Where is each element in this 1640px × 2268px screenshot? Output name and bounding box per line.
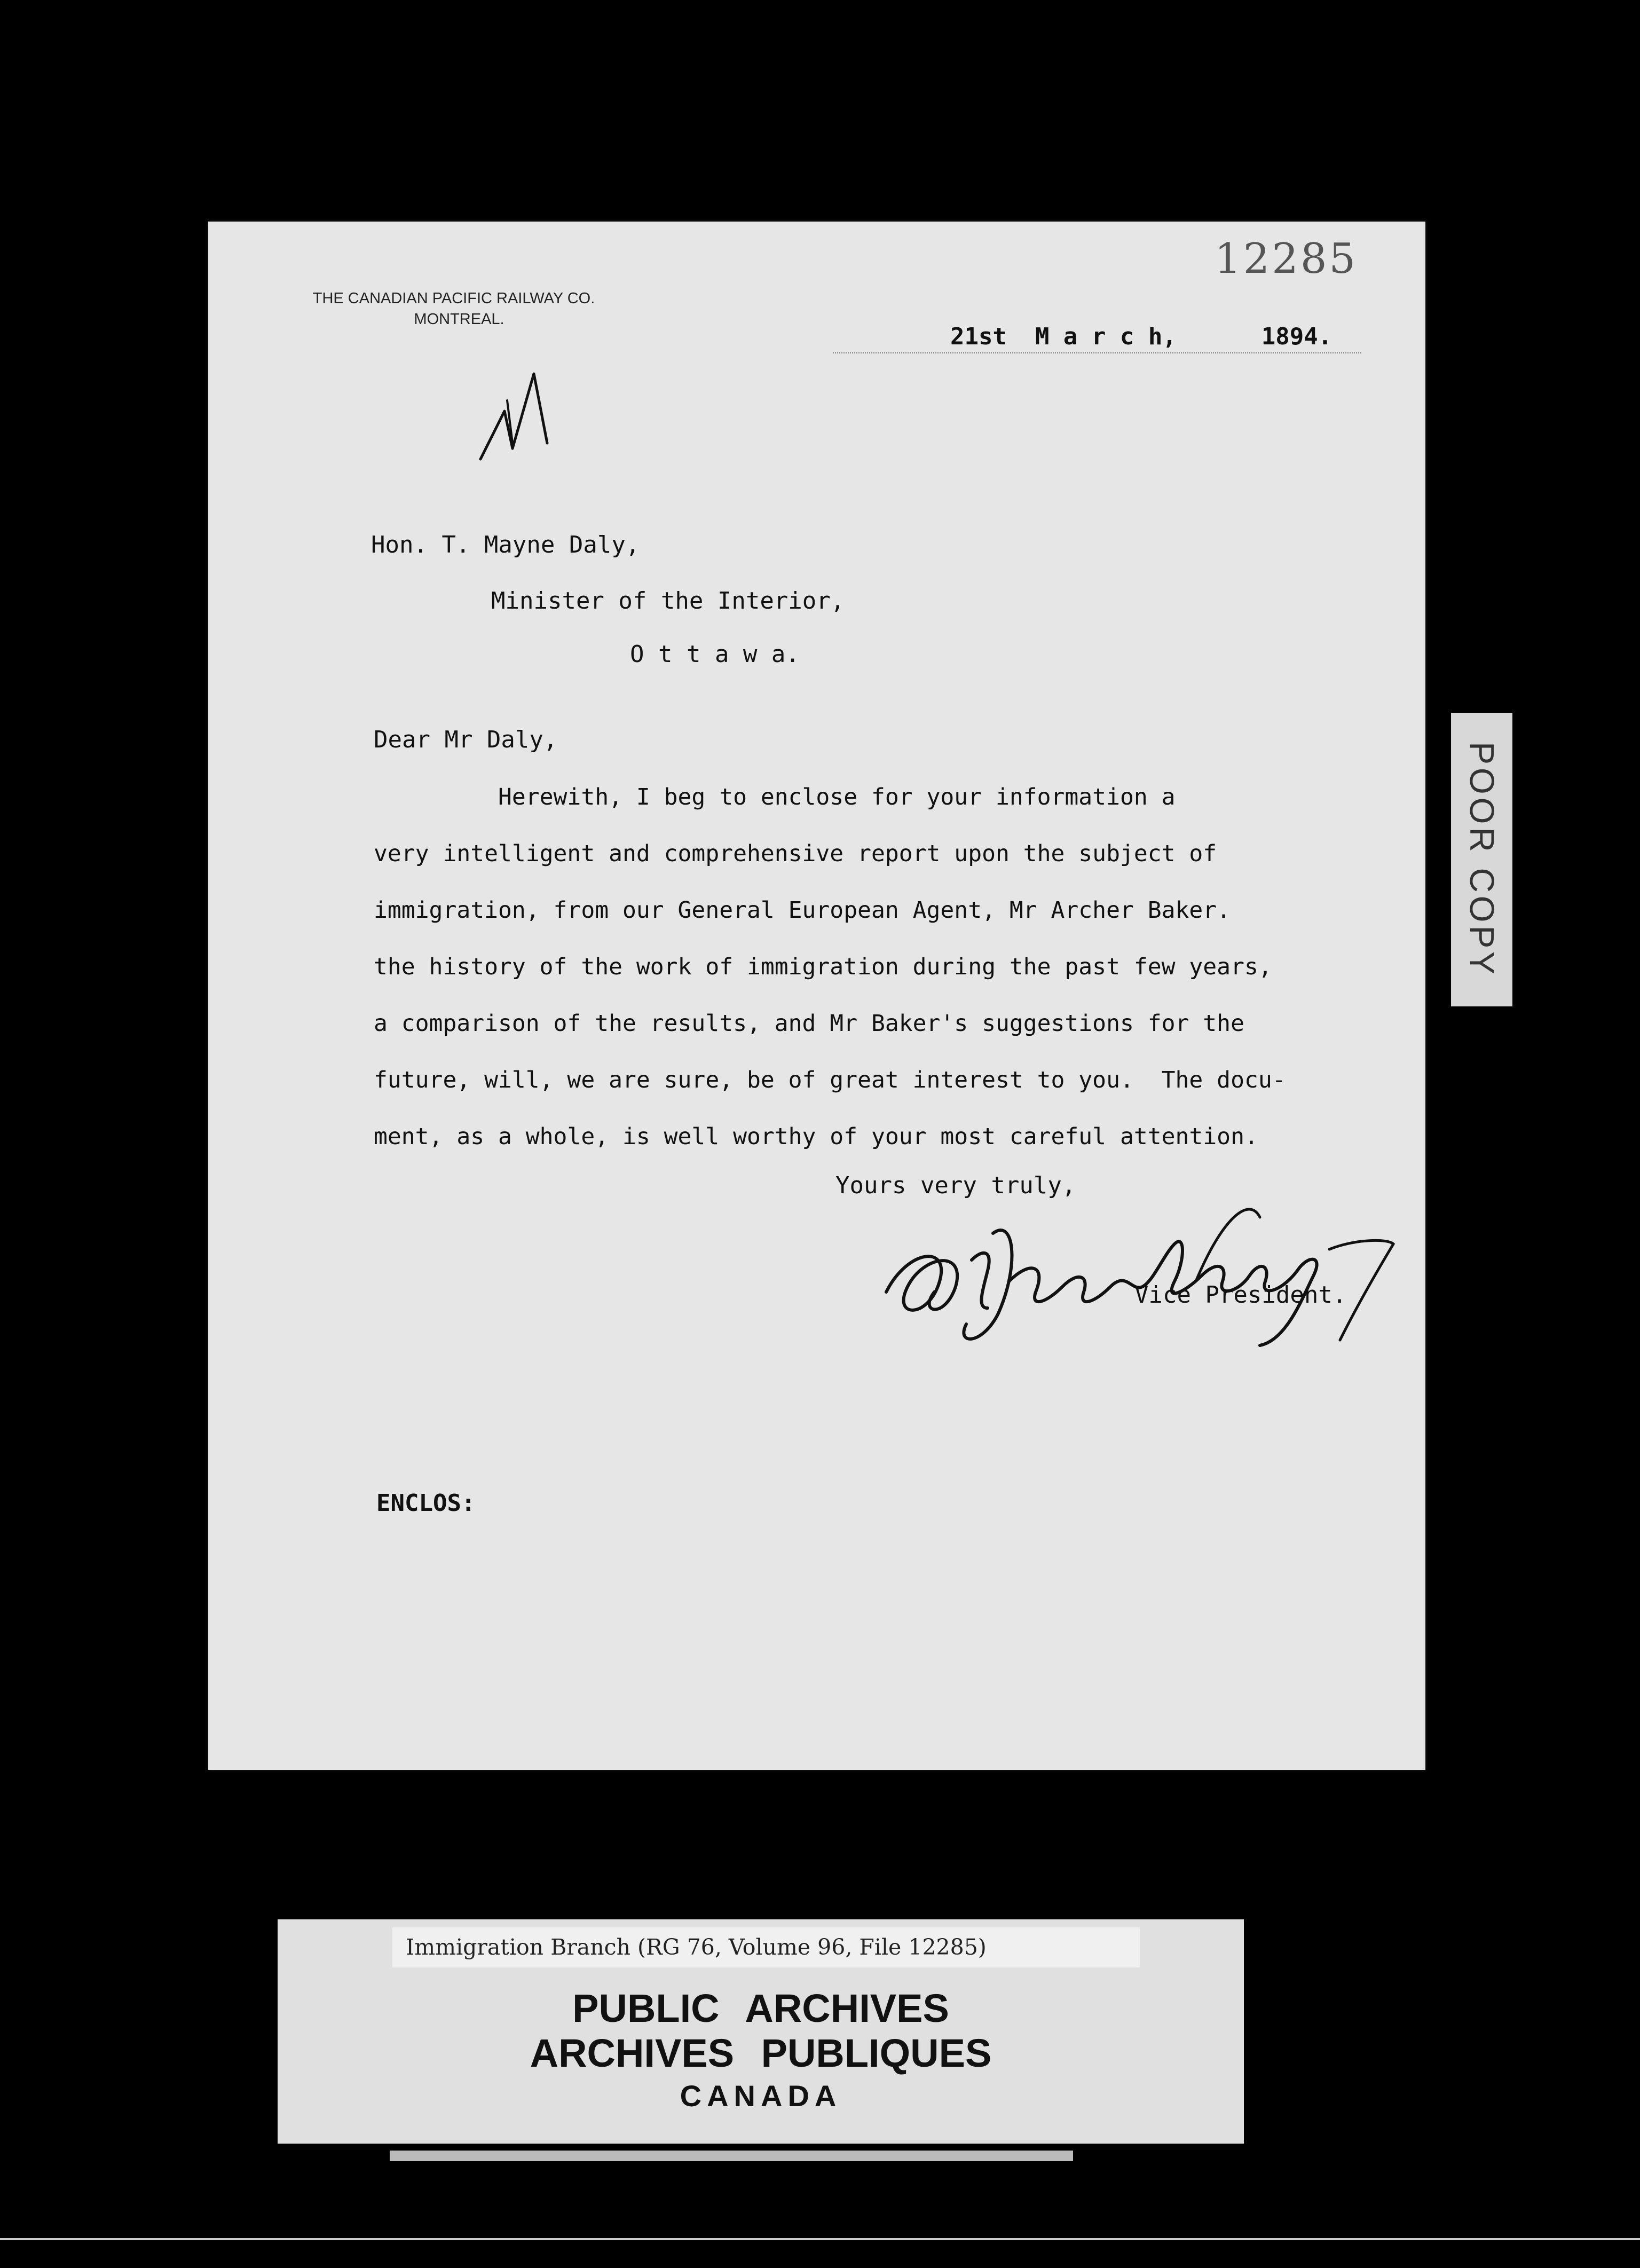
archive-title-country: CANADA	[680, 2079, 842, 2113]
body-line: Herewith, I beg to enclose for your information a	[374, 784, 1176, 810]
archive-reference: Immigration Branch (RG 76, Volume 96, File 12285)	[392, 1927, 1140, 1967]
letter-body	[374, 769, 1388, 1165]
bottom-strip	[390, 2151, 1073, 2161]
poor-copy-text: POOR COPY	[1462, 742, 1501, 978]
body-line: a comparison of the results, and Mr Baker's suggestions for the	[374, 1010, 1244, 1037]
letterhead	[294, 288, 614, 330]
bottom-rule	[0, 2238, 1640, 2240]
date-rule	[833, 352, 1361, 353]
body-line: very intelligent and comprehensive report upon the subject of	[374, 840, 1217, 867]
folio-number: 12285	[1215, 235, 1358, 283]
enclosure-note: ENCLOS:	[376, 1490, 476, 1517]
recipient-city: O t t a w a.	[630, 641, 800, 668]
initials-mark	[475, 368, 571, 470]
archive-title	[278, 1986, 1244, 2116]
recipient-name: Hon. T. Mayne Daly,	[371, 531, 640, 558]
body-line: future, will, we are sure, be of great interest to you. The docu-	[374, 1067, 1286, 1093]
signatory-title: Vice President.	[1134, 1281, 1347, 1309]
poor-copy-stamp	[1451, 713, 1512, 1006]
archive-title-fr: ARCHIVES PUBLIQUES	[530, 2031, 992, 2075]
body-line: ment, as a whole, is well worthy of your most careful attention.	[374, 1123, 1258, 1150]
body-line: immigration, from our General European Agent, Mr Archer Baker.	[374, 897, 1231, 924]
salutation: Dear Mr Daly,	[374, 726, 558, 753]
letterhead-company: THE CANADIAN PACIFIC RAILWAY CO.	[312, 290, 595, 307]
archive-title-en: PUBLIC ARCHIVES	[572, 1986, 949, 2030]
letter-date: 21st M a r c h, 1894.	[950, 323, 1332, 350]
letterhead-city: MONTREAL.	[414, 311, 504, 328]
signature	[876, 1185, 1404, 1356]
body-line: the history of the work of immigration during the past few years,	[374, 954, 1272, 980]
recipient-title: Minister of the Interior,	[491, 587, 845, 615]
closing: Yours very truly,	[835, 1172, 1076, 1199]
